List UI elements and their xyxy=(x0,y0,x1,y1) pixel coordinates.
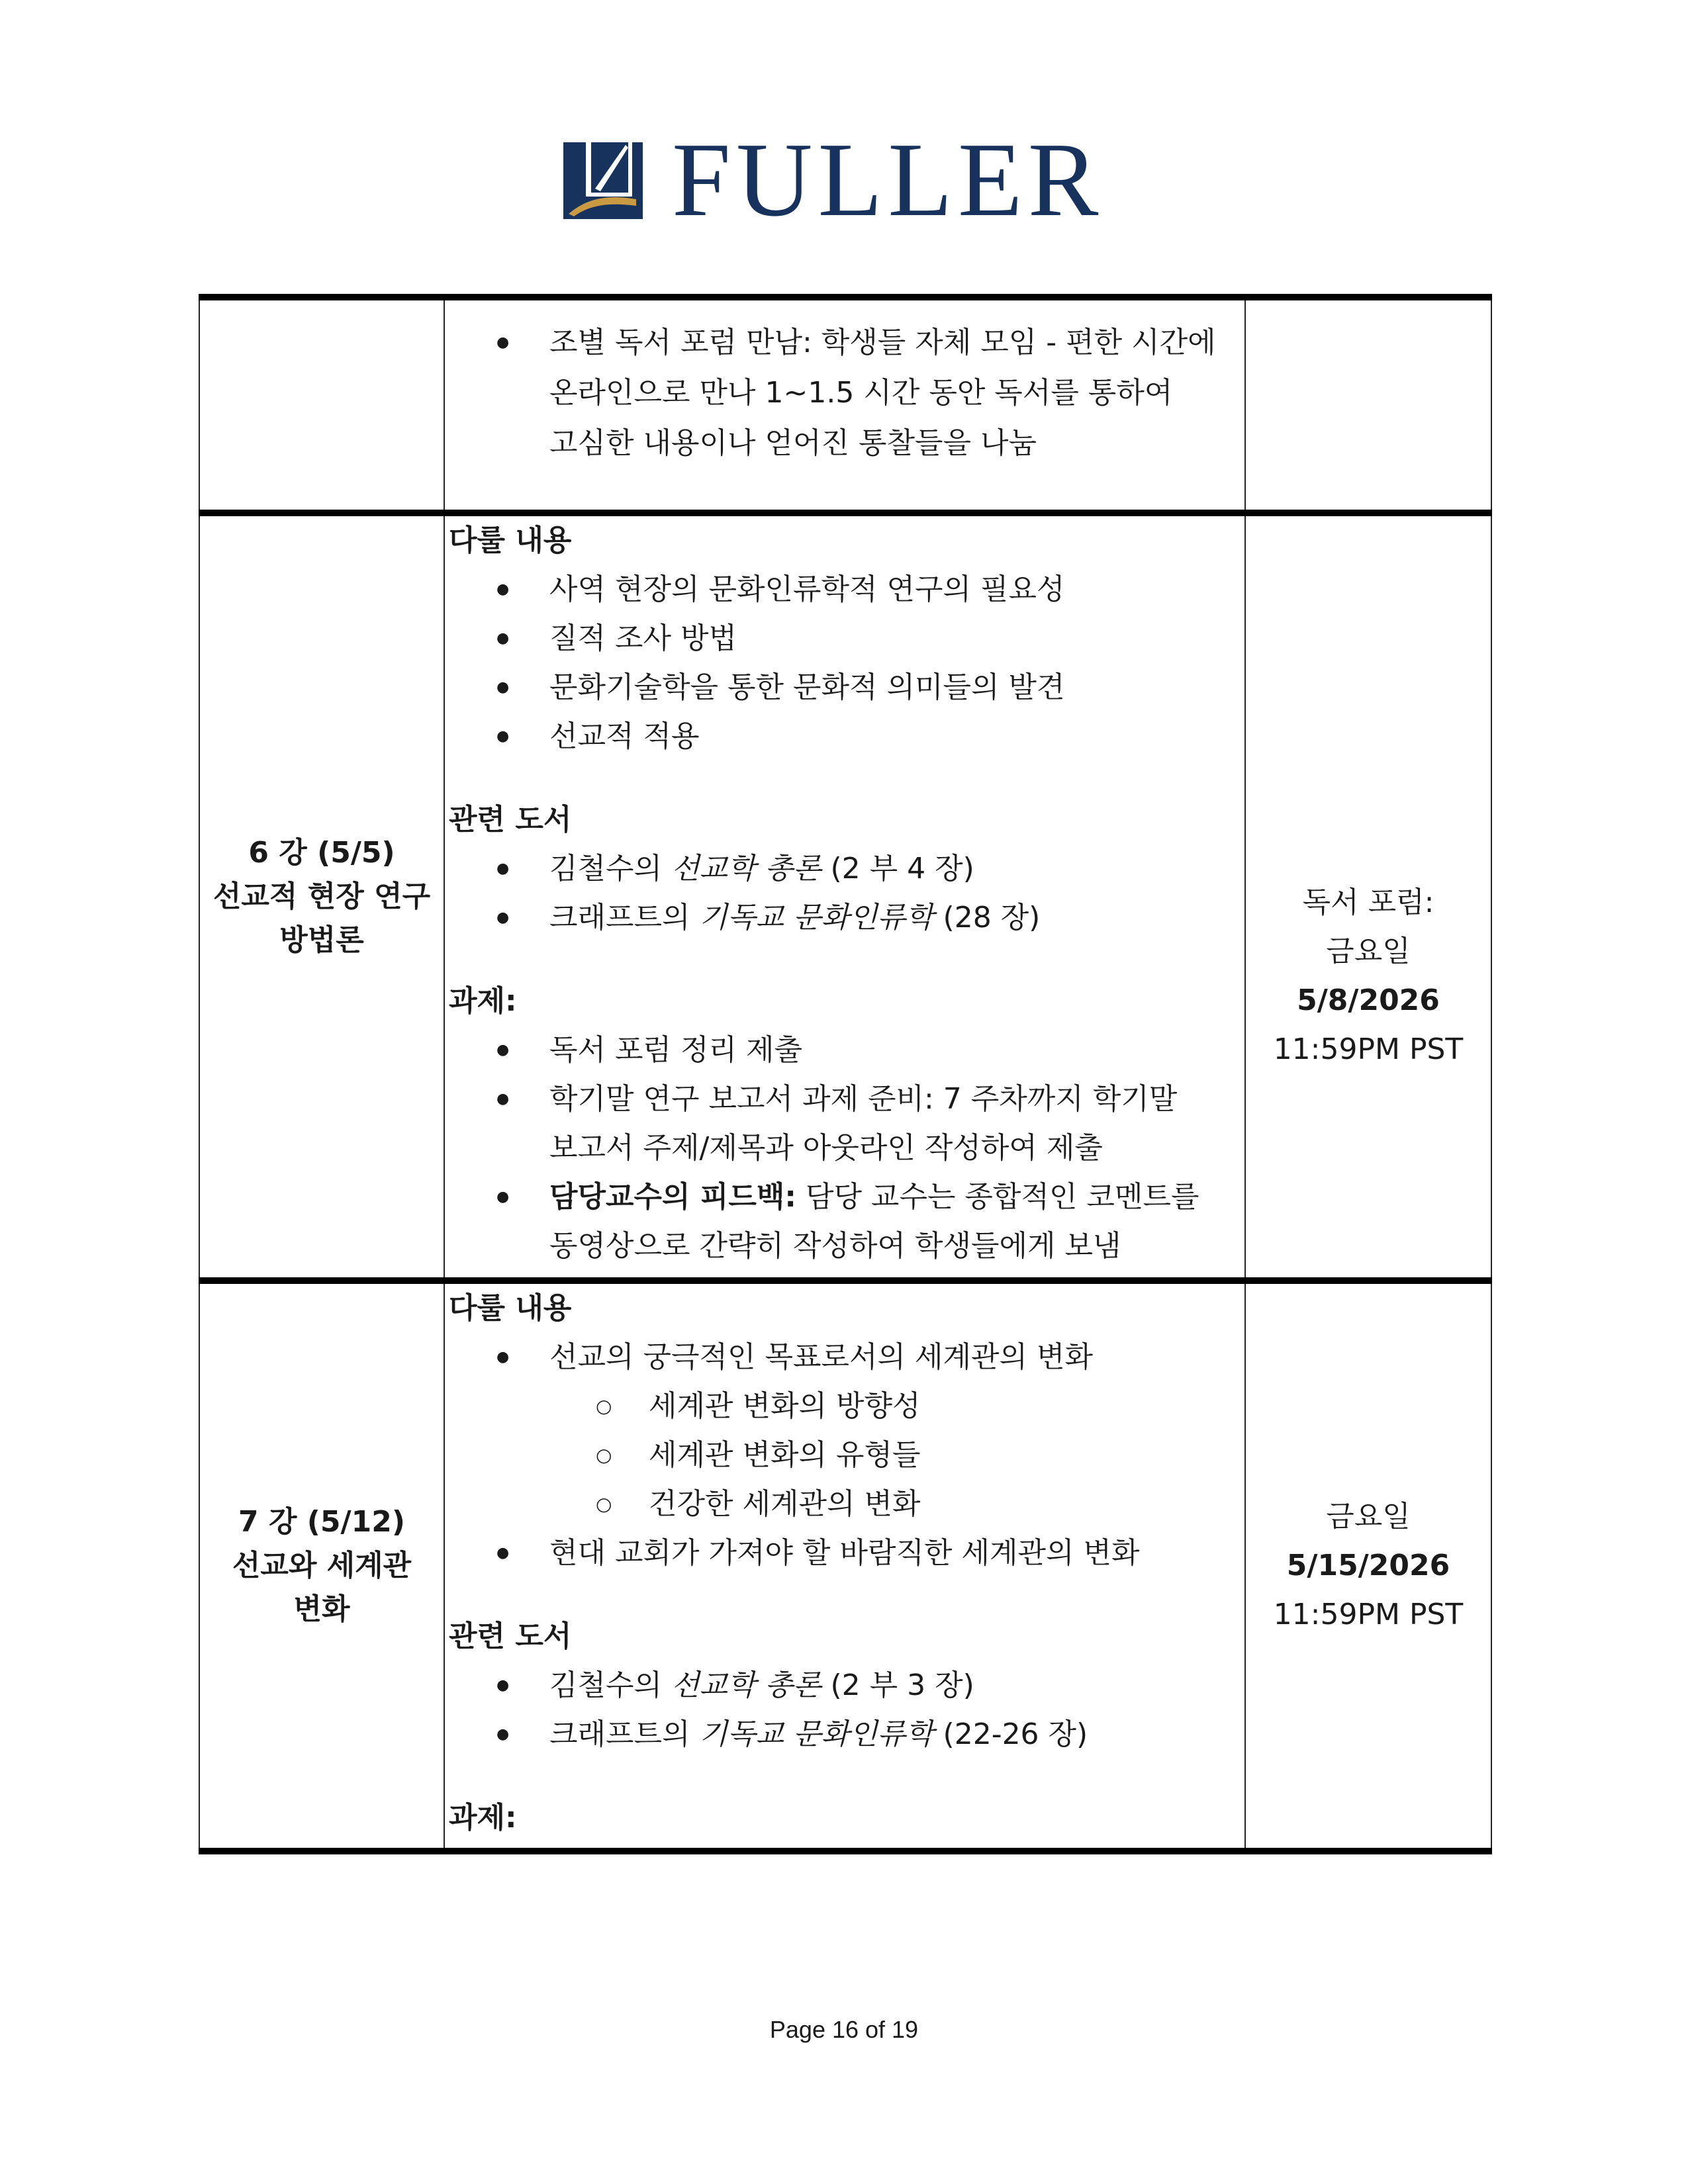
book-title: 기독교 문화인류학 xyxy=(699,901,934,934)
section-heading: 다룰 내용 xyxy=(449,1291,572,1325)
list-item: ● 현대 교회가 가져야 할 바람직한 세계관의 변화 xyxy=(449,1529,1244,1578)
table-row xyxy=(199,513,1491,1281)
schedule-table xyxy=(199,294,1492,1854)
content-cell xyxy=(444,297,1245,513)
sub-list-item: ○ 세계관 변화의 유형들 xyxy=(449,1431,1244,1480)
list-item: ● 사역 현장의 문화인류학적 연구의 필요성 xyxy=(449,565,1244,614)
list-item: ● 조별 독서 포럼 만남: 학생들 자체 모임 - 편한 시간에 온라인으로 만나 1~1.5 시간 동안 독서를 통하여 고심한 내용이나 얻어진 통찰들을 나눔 xyxy=(449,318,1244,469)
book-title: 선교학 총론 xyxy=(671,852,821,886)
section-heading: 관련 도서 xyxy=(449,1619,572,1653)
list-item: ● 담당교수의 피드백: 담당 교수는 종합적인 코멘트를 동영상으로 간략히 작성하여 학생들에게 보냄 xyxy=(449,1173,1244,1271)
lesson-title: 변화 xyxy=(293,1592,350,1626)
lesson-title: 방법론 xyxy=(279,923,364,957)
section-heading: 관련 도서 xyxy=(449,803,572,837)
book-title: 선교학 총론 xyxy=(671,1668,821,1702)
content-cell xyxy=(444,1281,1245,1851)
list-item: ● 문화기술학을 통한 문화적 의미들의 발견 xyxy=(449,663,1244,712)
sub-list-item: ○ 건강한 세계관의 변화 xyxy=(449,1480,1244,1529)
fuller-book-icon xyxy=(559,136,647,223)
sub-list-item: ○ 세계관 변화의 방향성 xyxy=(449,1382,1244,1431)
lesson-number: 6 강 (5/5) xyxy=(248,836,395,870)
due-date: 5/15/2026 xyxy=(1286,1549,1450,1582)
lesson-title: 선교적 현장 연구 xyxy=(212,880,431,913)
lesson-cell xyxy=(199,297,444,513)
list-item: ● 선교적 적용 xyxy=(449,712,1244,761)
content-cell xyxy=(444,513,1245,1281)
page-number: Page 16 of 19 xyxy=(769,2016,919,2043)
lesson-cell xyxy=(199,513,444,1281)
list-item: ● 독서 포럼 정리 제출 xyxy=(449,1026,1244,1075)
fuller-wordmark: FULLER xyxy=(672,120,1104,238)
list-item: ● 크래프트의 기독교 문화인류학 (22-26 장) xyxy=(449,1710,1244,1759)
section-heading: 과제: xyxy=(449,1801,517,1835)
list-item: ● 김철수의 선교학 총론 (2 부 4 장) xyxy=(449,844,1244,893)
table-row xyxy=(199,1281,1491,1851)
table-row xyxy=(199,297,1491,513)
lesson-cell xyxy=(199,1281,444,1851)
due-day: 금요일 xyxy=(1326,934,1411,968)
list-item: ● 학기말 연구 보고서 과제 준비: 7 주차까지 학기말 보고서 주제/제목과 아웃라인 작성하여 제출 xyxy=(449,1075,1244,1173)
due-time: 11:59PM PST xyxy=(1273,1032,1464,1066)
list-item: ● 김철수의 선교학 총론 (2 부 3 장) xyxy=(449,1661,1244,1710)
list-item: ● 질적 조사 방법 xyxy=(449,614,1244,663)
due-cell xyxy=(1245,513,1491,1281)
list-item: ● 크래프트의 기독교 문화인류학 (28 장) xyxy=(449,893,1244,942)
due-cell xyxy=(1245,297,1491,513)
section-heading: 과제: xyxy=(449,984,517,1018)
section-heading: 다룰 내용 xyxy=(449,523,572,557)
lesson-number: 7 강 (5/12) xyxy=(238,1505,405,1539)
list-item: ● 선교의 궁극적인 목표로서의 세계관의 변화 xyxy=(449,1333,1244,1382)
lesson-title: 선교와 세계관 xyxy=(232,1549,412,1582)
book-title: 기독교 문화인류학 xyxy=(699,1717,934,1751)
due-day: 금요일 xyxy=(1326,1500,1411,1533)
fuller-logo xyxy=(559,120,1104,238)
due-date: 5/8/2026 xyxy=(1297,983,1440,1017)
due-label: 독서 포럼: xyxy=(1302,886,1434,919)
due-time: 11:59PM PST xyxy=(1273,1598,1464,1631)
due-cell xyxy=(1245,1281,1491,1851)
